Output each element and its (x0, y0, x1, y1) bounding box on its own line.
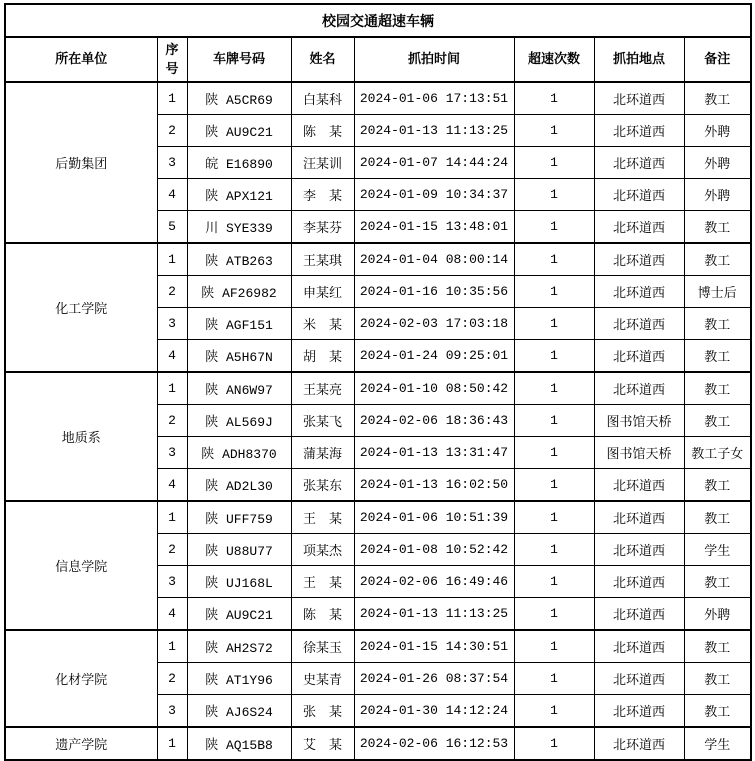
plate-cell: 陕 AD2L30 (187, 469, 291, 502)
column-header-unit: 所在单位 (5, 37, 157, 82)
no-cell: 1 (157, 243, 187, 276)
note-cell: 学生 (684, 727, 751, 760)
plate-cell: 陕 AU9C21 (187, 115, 291, 147)
note-cell: 教工 (684, 340, 751, 373)
unit-cell: 地质系 (5, 372, 157, 501)
no-cell: 1 (157, 82, 187, 115)
note-cell: 教工 (684, 211, 751, 244)
no-cell: 3 (157, 147, 187, 179)
count-cell: 1 (514, 566, 594, 598)
name-cell: 李某芬 (291, 211, 354, 244)
note-cell: 外聘 (684, 147, 751, 179)
no-cell: 2 (157, 276, 187, 308)
table-row (5, 82, 751, 115)
location-cell: 北环道西 (594, 372, 684, 405)
count-cell: 1 (514, 276, 594, 308)
time-cell: 2024-01-13 11:13:25 (354, 598, 514, 631)
count-cell: 1 (514, 115, 594, 147)
plate-cell: 陕 AGF151 (187, 308, 291, 340)
plate-cell: 陕 AU9C21 (187, 598, 291, 631)
location-cell: 北环道西 (594, 115, 684, 147)
note-cell: 教工 (684, 469, 751, 502)
count-cell: 1 (514, 469, 594, 502)
note-cell: 教工 (684, 308, 751, 340)
count-cell: 1 (514, 179, 594, 211)
count-cell: 1 (514, 243, 594, 276)
time-cell: 2024-01-09 10:34:37 (354, 179, 514, 211)
location-cell: 北环道西 (594, 179, 684, 211)
location-cell: 北环道西 (594, 82, 684, 115)
plate-cell: 皖 E16890 (187, 147, 291, 179)
location-cell: 北环道西 (594, 147, 684, 179)
no-cell: 1 (157, 727, 187, 760)
count-cell: 1 (514, 598, 594, 631)
time-cell: 2024-01-24 09:25:01 (354, 340, 514, 373)
plate-cell: 陕 AN6W97 (187, 372, 291, 405)
unit-cell: 化工学院 (5, 243, 157, 372)
note-cell: 教工 (684, 243, 751, 276)
plate-cell: 陕 AH2S72 (187, 630, 291, 663)
count-cell: 1 (514, 534, 594, 566)
note-cell: 教工 (684, 372, 751, 405)
no-cell: 4 (157, 598, 187, 631)
name-cell: 王某亮 (291, 372, 354, 405)
time-cell: 2024-01-16 10:35:56 (354, 276, 514, 308)
plate-cell: 陕 AL569J (187, 405, 291, 437)
time-cell: 2024-02-06 18:36:43 (354, 405, 514, 437)
note-cell: 学生 (684, 534, 751, 566)
name-cell: 徐某玉 (291, 630, 354, 663)
location-cell: 北环道西 (594, 469, 684, 502)
name-cell: 王 某 (291, 501, 354, 534)
name-cell: 胡 某 (291, 340, 354, 373)
note-cell: 外聘 (684, 115, 751, 147)
note-cell: 教工 (684, 82, 751, 115)
count-cell: 1 (514, 727, 594, 760)
time-cell: 2024-01-06 10:51:39 (354, 501, 514, 534)
name-cell: 汪某训 (291, 147, 354, 179)
location-cell: 北环道西 (594, 308, 684, 340)
no-cell: 1 (157, 501, 187, 534)
plate-cell: 陕 ATB263 (187, 243, 291, 276)
location-cell: 北环道西 (594, 695, 684, 728)
plate-cell: 川 SYE339 (187, 211, 291, 244)
location-cell: 北环道西 (594, 630, 684, 663)
location-cell: 北环道西 (594, 501, 684, 534)
location-cell: 北环道西 (594, 598, 684, 631)
no-cell: 2 (157, 115, 187, 147)
no-cell: 1 (157, 372, 187, 405)
name-cell: 张某东 (291, 469, 354, 502)
table-row (5, 630, 751, 663)
table-body (5, 82, 751, 760)
column-header-location: 抓拍地点 (594, 37, 684, 82)
table-row (5, 243, 751, 276)
plate-cell: 陕 A5H67N (187, 340, 291, 373)
name-cell: 张 某 (291, 695, 354, 728)
no-cell: 4 (157, 179, 187, 211)
column-header-plate: 车牌号码 (187, 37, 291, 82)
table-row (5, 501, 751, 534)
time-cell: 2024-01-08 10:52:42 (354, 534, 514, 566)
count-cell: 1 (514, 630, 594, 663)
name-cell: 李 某 (291, 179, 354, 211)
count-cell: 1 (514, 340, 594, 373)
note-cell: 教工 (684, 630, 751, 663)
table-row (5, 727, 751, 760)
name-cell: 史某青 (291, 663, 354, 695)
column-header-name: 姓名 (291, 37, 354, 82)
page-title: 校园交通超速车辆 (5, 4, 751, 37)
name-cell: 陈 某 (291, 598, 354, 631)
name-cell: 王某琪 (291, 243, 354, 276)
unit-cell: 后勤集团 (5, 82, 157, 243)
count-cell: 1 (514, 147, 594, 179)
name-cell: 艾 某 (291, 727, 354, 760)
location-cell: 图书馆天桥 (594, 405, 684, 437)
time-cell: 2024-01-07 14:44:24 (354, 147, 514, 179)
no-cell: 4 (157, 340, 187, 373)
location-cell: 北环道西 (594, 340, 684, 373)
note-cell: 外聘 (684, 598, 751, 631)
name-cell: 米 某 (291, 308, 354, 340)
location-cell: 北环道西 (594, 727, 684, 760)
count-cell: 1 (514, 211, 594, 244)
name-cell: 陈 某 (291, 115, 354, 147)
note-cell: 教工 (684, 501, 751, 534)
count-cell: 1 (514, 695, 594, 728)
time-cell: 2024-01-04 08:00:14 (354, 243, 514, 276)
location-cell: 北环道西 (594, 566, 684, 598)
name-cell: 白某科 (291, 82, 354, 115)
no-cell: 1 (157, 630, 187, 663)
column-header-count: 超速次数 (514, 37, 594, 82)
count-cell: 1 (514, 405, 594, 437)
time-cell: 2024-01-15 14:30:51 (354, 630, 514, 663)
name-cell: 张某飞 (291, 405, 354, 437)
plate-cell: 陕 AT1Y96 (187, 663, 291, 695)
no-cell: 4 (157, 469, 187, 502)
name-cell: 王 某 (291, 566, 354, 598)
location-cell: 北环道西 (594, 211, 684, 244)
note-cell: 外聘 (684, 179, 751, 211)
plate-cell: 陕 AQ15B8 (187, 727, 291, 760)
count-cell: 1 (514, 82, 594, 115)
name-cell: 项某杰 (291, 534, 354, 566)
plate-cell: 陕 APX121 (187, 179, 291, 211)
no-cell: 5 (157, 211, 187, 244)
table-header-row (5, 37, 751, 82)
no-cell: 3 (157, 695, 187, 728)
location-cell: 北环道西 (594, 276, 684, 308)
plate-cell: 陕 AJ6S24 (187, 695, 291, 728)
time-cell: 2024-02-06 16:49:46 (354, 566, 514, 598)
name-cell: 申某红 (291, 276, 354, 308)
time-cell: 2024-01-30 14:12:24 (354, 695, 514, 728)
note-cell: 教工 (684, 405, 751, 437)
time-cell: 2024-01-13 11:13:25 (354, 115, 514, 147)
time-cell: 2024-02-03 17:03:18 (354, 308, 514, 340)
plate-cell: 陕 ADH8370 (187, 437, 291, 469)
unit-cell: 信息学院 (5, 501, 157, 630)
time-cell: 2024-01-13 13:31:47 (354, 437, 514, 469)
no-cell: 2 (157, 405, 187, 437)
plate-cell: 陕 U88U77 (187, 534, 291, 566)
note-cell: 教工子女 (684, 437, 751, 469)
count-cell: 1 (514, 308, 594, 340)
time-cell: 2024-01-06 17:13:51 (354, 82, 514, 115)
note-cell: 教工 (684, 695, 751, 728)
no-cell: 3 (157, 437, 187, 469)
count-cell: 1 (514, 437, 594, 469)
location-cell: 北环道西 (594, 243, 684, 276)
speeding-vehicles-table (4, 3, 752, 761)
unit-cell: 遗产学院 (5, 727, 157, 760)
no-cell: 3 (157, 566, 187, 598)
count-cell: 1 (514, 663, 594, 695)
location-cell: 北环道西 (594, 534, 684, 566)
column-header-no: 序号 (157, 37, 187, 82)
plate-cell: 陕 UJ168L (187, 566, 291, 598)
plate-cell: 陕 UFF759 (187, 501, 291, 534)
column-header-note: 备注 (684, 37, 751, 82)
no-cell: 3 (157, 308, 187, 340)
count-cell: 1 (514, 372, 594, 405)
time-cell: 2024-01-26 08:37:54 (354, 663, 514, 695)
note-cell: 教工 (684, 566, 751, 598)
time-cell: 2024-02-06 16:12:53 (354, 727, 514, 760)
time-cell: 2024-01-10 08:50:42 (354, 372, 514, 405)
note-cell: 博士后 (684, 276, 751, 308)
time-cell: 2024-01-13 16:02:50 (354, 469, 514, 502)
count-cell: 1 (514, 501, 594, 534)
plate-cell: 陕 A5CR69 (187, 82, 291, 115)
no-cell: 2 (157, 663, 187, 695)
unit-cell: 化材学院 (5, 630, 157, 727)
time-cell: 2024-01-15 13:48:01 (354, 211, 514, 244)
column-header-time: 抓拍时间 (354, 37, 514, 82)
note-cell: 教工 (684, 663, 751, 695)
table-title-row (5, 4, 751, 37)
no-cell: 2 (157, 534, 187, 566)
name-cell: 蒲某海 (291, 437, 354, 469)
table-row (5, 372, 751, 405)
location-cell: 北环道西 (594, 663, 684, 695)
plate-cell: 陕 AF26982 (187, 276, 291, 308)
location-cell: 图书馆天桥 (594, 437, 684, 469)
